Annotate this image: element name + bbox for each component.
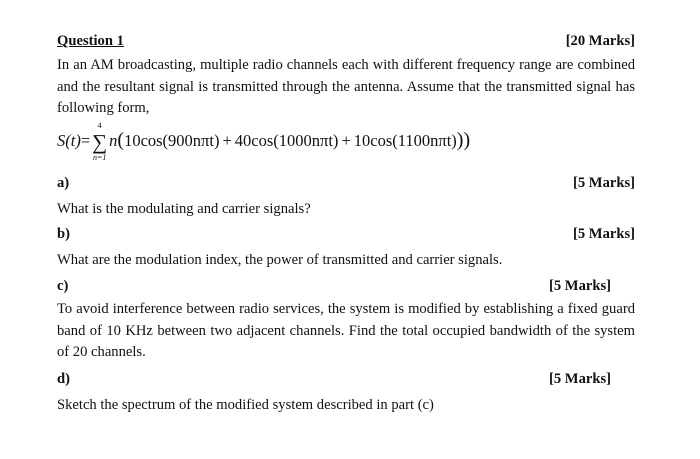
formula-n: n xyxy=(109,131,118,150)
formula-close-paren: )) xyxy=(456,129,471,151)
part-c-label: c) xyxy=(57,278,69,294)
question-title: Question 1 xyxy=(57,33,124,49)
question-intro: In an AM broadcasting, multiple radio channels each with different frequency range are combined and the resultant signal is transmitted through the antenna. Assume that the transmitted signal has following form, xyxy=(57,57,635,116)
formula-term-3: 10cos(1100nπt) xyxy=(353,131,457,150)
part-b-label: b) xyxy=(57,226,70,242)
part-c-marks: [5 Marks] xyxy=(548,278,611,294)
formula-equals: = xyxy=(80,131,91,150)
formula-open-paren: ( xyxy=(117,129,125,151)
sigma-symbol: ∑ xyxy=(92,130,108,155)
part-a-label: a) xyxy=(57,175,70,191)
formula-term-2: 40cos(1000nπt) xyxy=(234,131,339,150)
formula-plus-2: + xyxy=(341,131,351,150)
part-a-question: What is the modulating and carrier signals? xyxy=(57,201,311,217)
part-b-marks: [5 Marks] xyxy=(572,226,635,242)
part-c-question: To avoid interference between radio services, the system is modified by establishing a fixed guard band of 10 KHz between two adjacent channels. Find the total occupied bandwidth of the system of 20 channels. xyxy=(57,301,635,360)
sum-lower-limit: n=1 xyxy=(92,153,107,163)
part-b-question: What are the modulation index, the power of transmitted and carrier signals. xyxy=(57,252,503,268)
question-total-marks: [20 Marks] xyxy=(565,33,635,49)
formula-lhs: S(t) xyxy=(57,131,81,150)
signal-formula xyxy=(57,121,471,170)
summation xyxy=(91,121,108,163)
part-d-marks: [5 Marks] xyxy=(548,371,611,387)
formula-plus-1: + xyxy=(222,131,232,150)
formula-term-1: 10cos(900nπt) xyxy=(124,131,220,150)
part-d-label: d) xyxy=(57,371,70,387)
sum-upper-limit: 4 xyxy=(97,121,102,131)
part-d-question: Sketch the spectrum of the modified system described in part (c) xyxy=(57,397,434,413)
part-a-marks: [5 Marks] xyxy=(572,175,635,191)
